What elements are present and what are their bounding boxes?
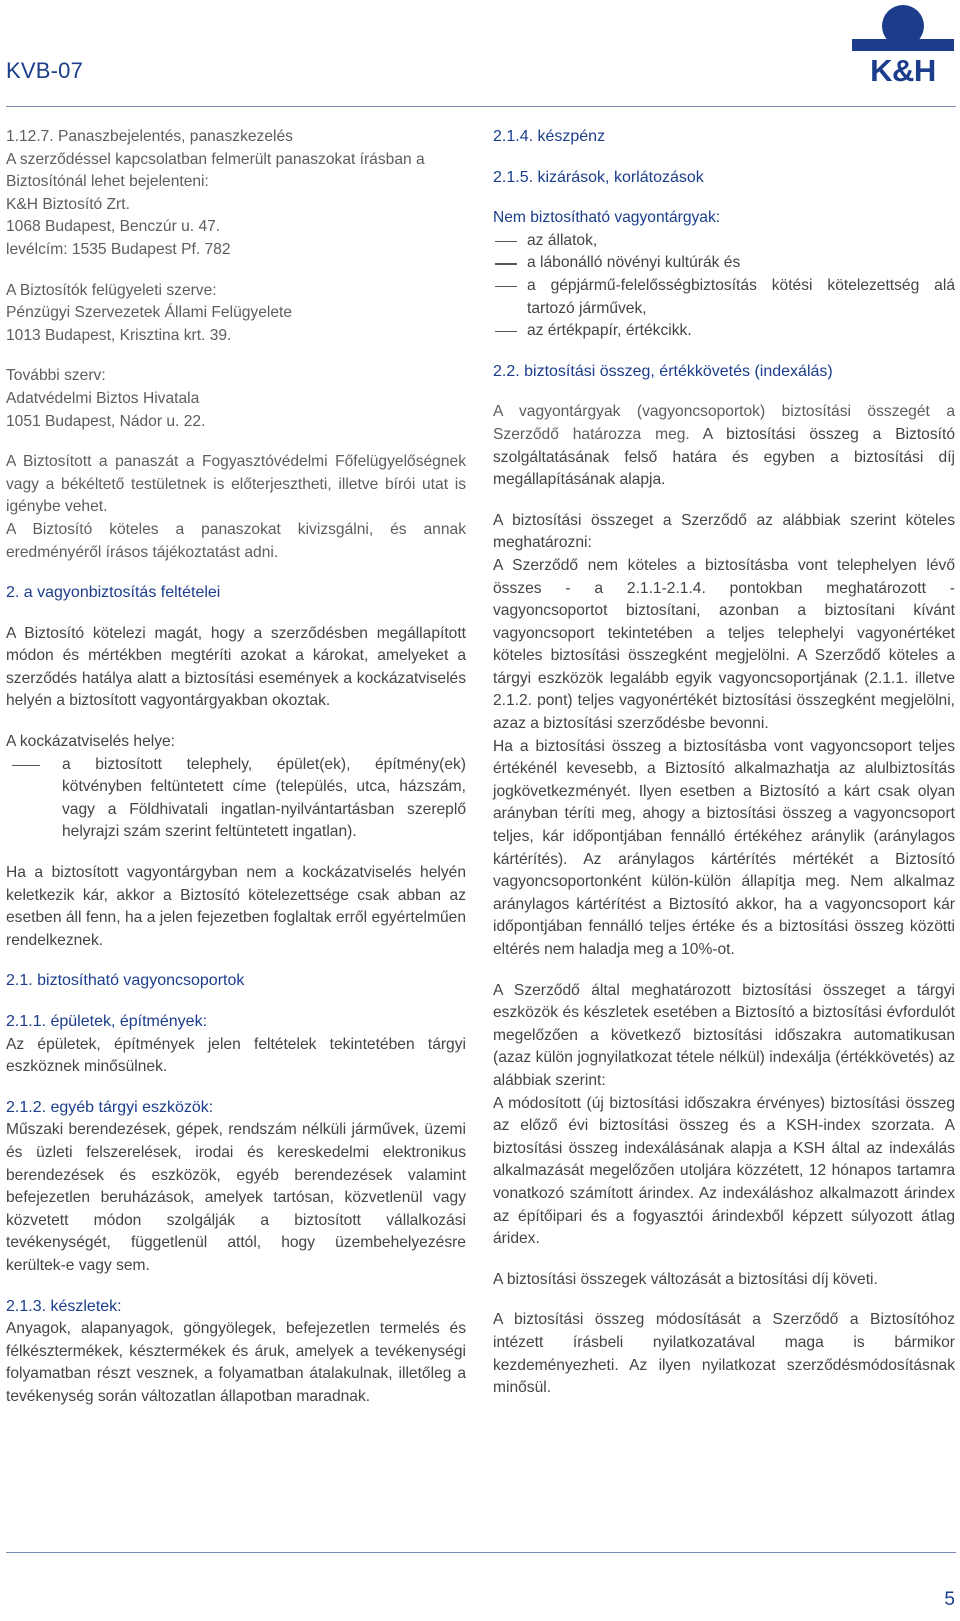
indexation-paragraph: A módosított (új biztosítási időszakra érvényes) biztosítási összeg az előző évi biztosítási összeg és a KSH-index szorzata. A biztosítási összeg indexálásának alapja a KSH által az indexálás alkalmazását megelőzően utoljára közzétett, 12 hónapos tartamra vonatkozó számított árindex. Az indexáláshoz alkalmazott árindex az építőipari és a fogyasztói árindexből képzett súlyozott átlag áridex. [493,1094,955,1248]
other-body-line: 1051 Budapest, Nádor u. 22. [6,412,206,430]
sum-paragraph-part: A biztosítási összeg a Biztosító szolgáltatásának felső határa és egyben a biztosítási díj megállapításának alapja. [493,425,955,489]
risk-location-label: A kockázatviselés helye: [6,733,176,751]
not-insurable-label: Nem biztosítható vagyontárgyak: [493,209,721,227]
kh-logo [850,3,956,88]
supervisor-line: A Biztosítók felügyeleti szerve: [6,281,217,299]
complaint-paragraph: A Biztosított a panaszát a Fogyasztóvédelmi Főfelügyelőségnek vagy a békéltető testületnek is előterjesztheti, illetve bírói utat is igénybe vehet. [6,453,466,516]
section-intro: A Biztosító kötelezi magát, hogy a szerződésben megállapított módon és mértékben megtéríti azokat a károkat, amelyeket a szerződés hatálya alatt a biztosítási események a kockázatviselés helyén a biztosított vagyontárgyakban okoztak. [6,624,466,710]
left-column [6,126,466,1409]
list-item: a biztosított telephely, épület(ek), építmény(ek) kötvényben feltüntetett címe (település, utca, házszám, vagy a Földhivatali ingatlan-nyilvántartásban szereplő helyrajzi szám szerint feltüntetett ingatlan). [6,754,466,844]
complaints-line: 1068 Budapest, Benczúr u. 47. [6,218,221,236]
complaints-line: levélcím: 1535 Budapest Pf. 782 [6,240,231,258]
complaints-line: Biztosítónál lehet bejelenteni: [6,173,209,191]
complaints-block [6,126,466,262]
sum-paragraph-part: A vagyontárgyak (vagyoncsoportok) biztosítási összegét a Szerződő határozza meg. [493,403,955,443]
page-number: 5 [944,1589,955,1610]
premium-paragraph: A biztosítási összegek változását a biztosítási díj követi. [493,1270,878,1288]
supervisor-line: 1013 Budapest, Krisztina krt. 39. [6,326,232,344]
list-item: az értékpapír, értékcikk. [493,320,955,343]
sum-paragraph: A Szerződő nem köteles a biztosításba vont telephelyen lévő összes - a 2.1.1-2.1.4. pontokban meghatározott - vagyoncsoportot biztosítani, azonban a biztosítani kívánt vagyoncsoport tekintetében a teljes telephelyi vagyonértéket köteles biztosítási összegként megjelölni. A Szerződő köteles a tárgyi eszközök legalább egyik vagyoncsoportjának (2.1.1. illetve 2.1.2. pont) teljes vagyonértékét biztosítási összegként megjelölni, azaz a biztosítási szerződésbe bevonni. [493,556,955,733]
section-heading: 2.1. biztosítható vagyoncsoportok [6,972,245,990]
list-item: a lábonálló növényi kultúrák és [493,252,955,275]
other-body-block [6,365,466,433]
footer-divider [6,1552,956,1553]
supervisor-line: Pénzügyi Szervezetek Állami Felügyelete [6,304,293,322]
kh-logo-text: K&H [870,53,936,88]
complaints-line: K&H Biztosító Zrt. [6,195,130,213]
section-heading: 2. a vagyonbiztosítás feltételei [6,584,221,602]
subsection-text: Műszaki berendezések, gépek, rendszám nélküli járművek, üzemi és üzleti felszerelések, irodai és kereskedelmi elektronikus berendezések és eszközök, egyéb berendezések valamint befejezetlen beruházások, amelyek tartósan, közvetlenül vagy közvetett módon szolgálják a biztosított vállalkozási tevékenységét, függetlenül attól, hogy üzembehelyezésre kerültek-e vagy sem. [6,1121,466,1274]
list-item: az állatok, [493,230,955,253]
subsection-heading: 2.1.4. készpénz [493,128,606,145]
supervisor-block [6,280,466,348]
subsection-heading: 2.1.1. épületek, építmények: [6,1013,208,1030]
modification-paragraph: A biztosítási összeg módosítását a Szerződő a Biztosítóhoz intézett írásbeli nyilatkozatával maga is bármikor kezdeményezheti. Az ilyen nyilatkozat szerződésmódosításnak minősül. [493,1311,955,1397]
other-body-line: További szerv: [6,367,106,385]
header-divider [6,106,956,107]
list-item: a gépjármű-felelősségbiztosítás kötési kötelezettség alá tartozó járművek, [493,275,955,320]
subsection-heading: 2.1.2. egyéb tárgyi eszközök: [6,1098,214,1116]
sum-paragraph: Ha a biztosítási összeg a biztosításba vont vagyoncsoport teljes értékénél kevesebb, a Biztosító alkalmazhatja az alulbiztosítás jogkövetkezményét. Ilyen esetben a Biztosító a kárt csak olyan arányban téríti meg, ahogy a biztosítási összeg a vagyoncsoport teljes, kár időpontjában fennálló értékéhez aránylik (aránylagos kártérítés). Az aránylagos kártérítés mértékét a Biztosító vagyoncsoportonként külön-külön állapítja meg. Nem alkalmaz aránylagos kártérítést a Biztosító akkor, ha a vagyoncsoport kár időpontjában fennálló teljes értéke és a biztosítási összeg közötti eltérés nem haladja meg a 10%-ot. [493,737,955,958]
complaints-title: 1.12.7. Panaszbejelentés, panaszkezelés [6,128,293,145]
sum-paragraph [493,401,955,491]
kh-logo-icon [850,3,956,59]
subsection-heading: 2.1.5. kizárások, korlátozások [493,168,704,186]
indexation-paragraph: A Szerződő által meghatározott biztosítási összeget a tárgyi eszközök és készletek esetében a Biztosító a biztosítási évfordulót megelőzően a következő biztosítási időszakra automatikusan (azaz külön jognyilatkozat tétele nélkül) indexálja (értékkövetés) az alábbiak szerint: [493,981,955,1089]
subsection-text: Anyagok, alapanyagok, göngyölegek, befejezetlen termelés és félkésztermékek, késztermékek és áruk, amelyek a tevékenységi folyamatban részt vesznek, a folyamatban átalakulnak, illetőleg a tevékenység során változatlan állapotban maradnak. [6,1320,466,1405]
doc-code: KVB-07 [6,58,84,83]
risk-location-list [6,754,466,844]
not-insurable-list [493,230,955,343]
section-heading: 2.2. biztosítási összeg, értékkövetés (indexálás) [493,362,833,380]
sum-paragraph: A biztosítási összeget a Szerződő az alábbiak szerint köteles meghatározni: [493,511,955,552]
other-body-line: Adatvédelmi Biztos Hivatala [6,389,200,407]
right-column [493,126,955,1400]
outside-location-paragraph: Ha a biztosított vagyontárgyban nem a kockázatviselés helyén keletkezik kár, akkor a Biztosító kötelezettsége csak abban az esetben áll fenn, ha a jelen fejezetben foglaltak erről egyértelműen rendelkeznek. [6,864,466,949]
subsection-text: Az épületek, építmények jelen feltételek tekintetében tárgyi eszköznek minősülnek. [6,1035,466,1076]
complaint-paragraph: A Biztosító köteles a panaszokat kivizsgálni, és annak eredményéről írásos tájékoztatást adni. [6,520,466,561]
complaints-line: A szerződéssel kapcsolatban felmerült panaszokat írásban a [6,150,425,168]
subsection-heading: 2.1.3. készletek: [6,1297,122,1315]
